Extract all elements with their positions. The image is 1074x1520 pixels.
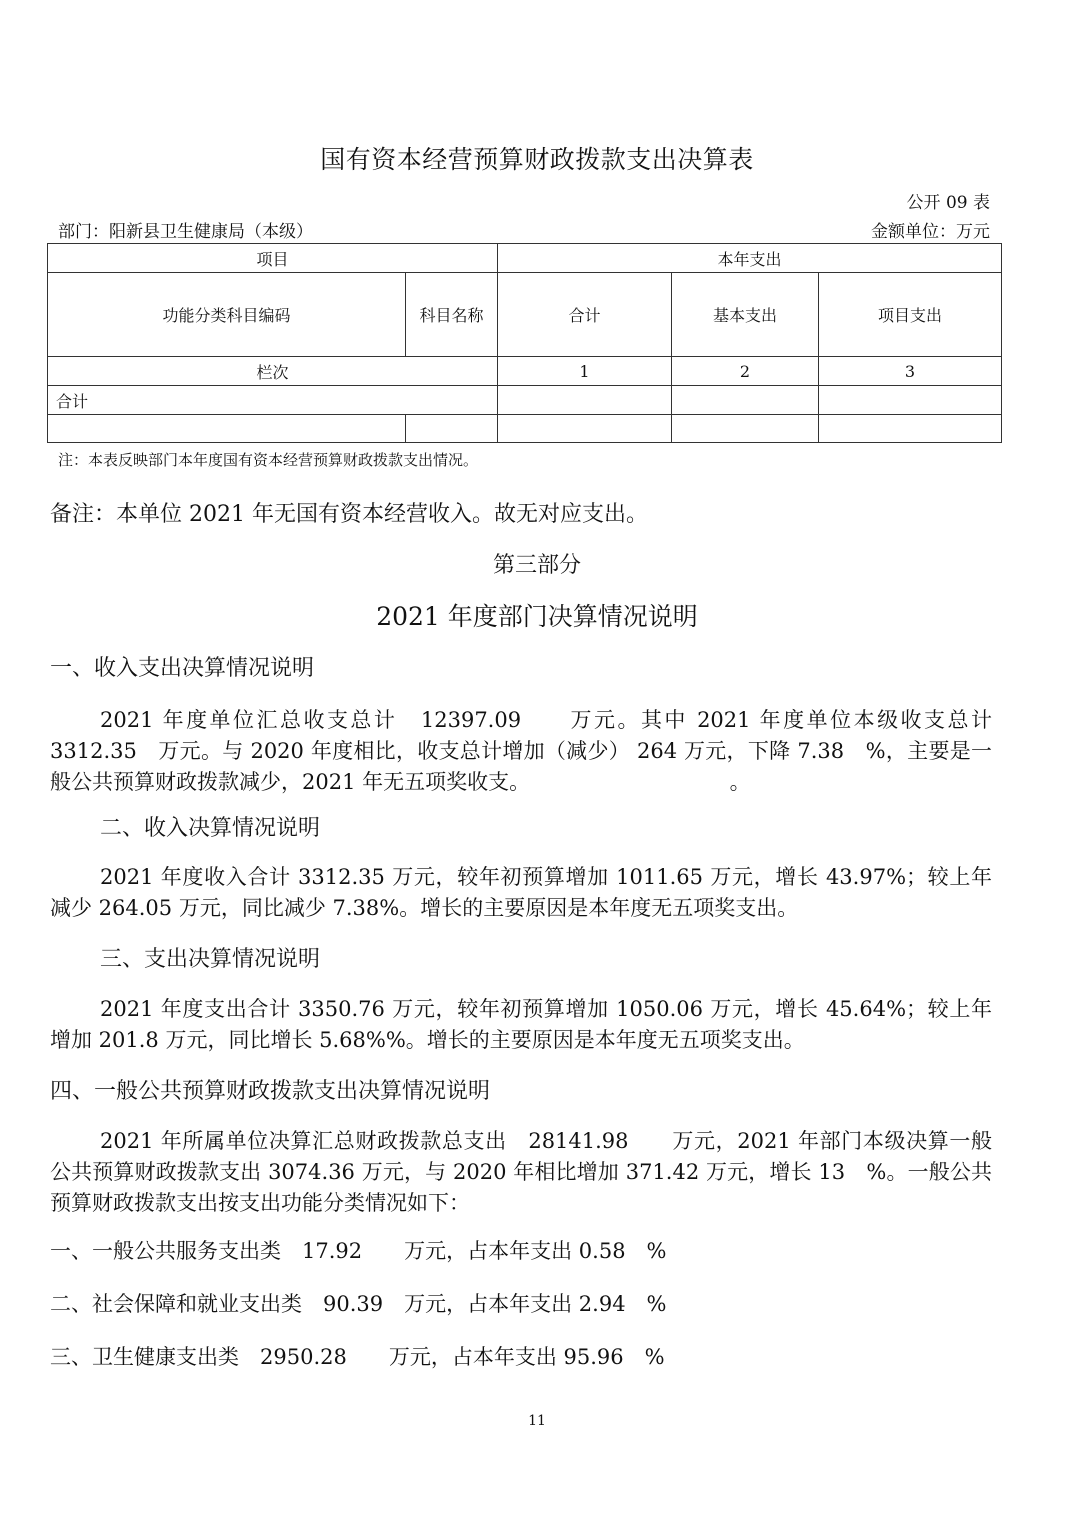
section-4-heading: 四、一般公共预算财政拨款支出决算情况说明 <box>50 1079 491 1104</box>
amount-unit-label: 金额单位：万元 <box>871 222 990 242</box>
form-number: 公开 09 表 <box>906 193 990 213</box>
section-4-paragraph: 2021 年所属单位决算汇总财政拨款总支出 28141.98 万元，2021 年部门本级决算一般公共预算财政拨款支出 3074.36 万元，与 2020 年相比增加 371.42 万元，增长 13 %。一般公共预算财政拨款支出按支出功能分类情况如下： <box>50 1129 992 1215</box>
remark-text: 备注：本单位 2021 年无国有资本经营收入。故无对应支出。 <box>50 502 648 527</box>
header-item-group: 项目 <box>48 244 498 273</box>
page-number: 11 <box>528 1413 546 1429</box>
column-index-3: 3 <box>819 357 1002 386</box>
header-project-expenditure: 项目支出 <box>819 273 1002 357</box>
table-header-group-row <box>48 244 1002 273</box>
department-label: 部门：阳新县卫生健康局（本级） <box>58 222 313 242</box>
column-index-1: 1 <box>498 357 672 386</box>
column-index-row <box>48 357 1002 386</box>
section-3-paragraph: 2021 年度支出合计 3350.76 万元，较年初预算增加 1050.06 万元，增长 45.64%；较上年增加 201.8 万元，同比增长 5.68%%。增长的主要原因是本年度无五项奖支出。 <box>50 997 992 1052</box>
total-row-value-2 <box>672 386 819 415</box>
section-2-heading: 二、收入决算情况说明 <box>100 816 321 841</box>
category-item: 三、卫生健康支出类 2950.28 万元，占本年支出 95.96 % <box>50 1345 665 1369</box>
header-total: 合计 <box>498 273 672 357</box>
empty-cell <box>406 415 498 443</box>
table-title: 国有资本经营预算财政拨款支出决算表 <box>320 145 754 174</box>
total-row-value-1 <box>498 386 672 415</box>
section-1-heading: 一、收入支出决算情况说明 <box>50 656 315 681</box>
part-title: 2021 年度部门决算情况说明 <box>376 602 698 631</box>
section-1-paragraph: 2021 年度单位汇总收支总计 12397.09 万元。其中 2021 年度单位本级收支总计 3312.35 万元。与 2020 年度相比，收支总计增加（减少） 264 万元，下降 7.38 %，主要是一般公共预算财政拨款减少，2021 年无五项奖收支。 。 <box>50 708 992 794</box>
header-basic-expenditure: 基本支出 <box>672 273 819 357</box>
column-index-2: 2 <box>672 357 819 386</box>
section-3-heading: 三、支出决算情况说明 <box>100 947 321 972</box>
table-header-row <box>48 273 1002 357</box>
expenditure-table <box>47 243 1002 443</box>
column-index-label: 栏次 <box>48 357 498 386</box>
empty-row <box>48 415 1002 443</box>
category-item: 一、一般公共服务支出类 17.92 万元，占本年支出 0.58 % <box>50 1239 667 1263</box>
total-row-value-3 <box>819 386 1002 415</box>
section-2-paragraph: 2021 年度收入合计 3312.35 万元，较年初预算增加 1011.65 万元，增长 43.97%；较上年减少 264.05 万元，同比减少 7.38%。增长的主要原因是本年度无五项奖支出。 <box>50 865 992 920</box>
empty-cell <box>672 415 819 443</box>
header-subject-name: 科目名称 <box>406 273 498 357</box>
part-label: 第三部分 <box>492 553 581 578</box>
total-row <box>48 386 1002 415</box>
empty-cell <box>498 415 672 443</box>
empty-cell <box>819 415 1002 443</box>
total-row-label: 合计 <box>48 386 498 415</box>
table-note: 注：本表反映部门本年度国有资本经营预算财政拨款支出情况。 <box>58 451 479 469</box>
header-function-code: 功能分类科目编码 <box>48 273 406 357</box>
category-item: 二、社会保障和就业支出类 90.39 万元，占本年支出 2.94 % <box>50 1292 667 1316</box>
empty-cell <box>48 415 406 443</box>
header-current-year-group: 本年支出 <box>498 244 1002 273</box>
